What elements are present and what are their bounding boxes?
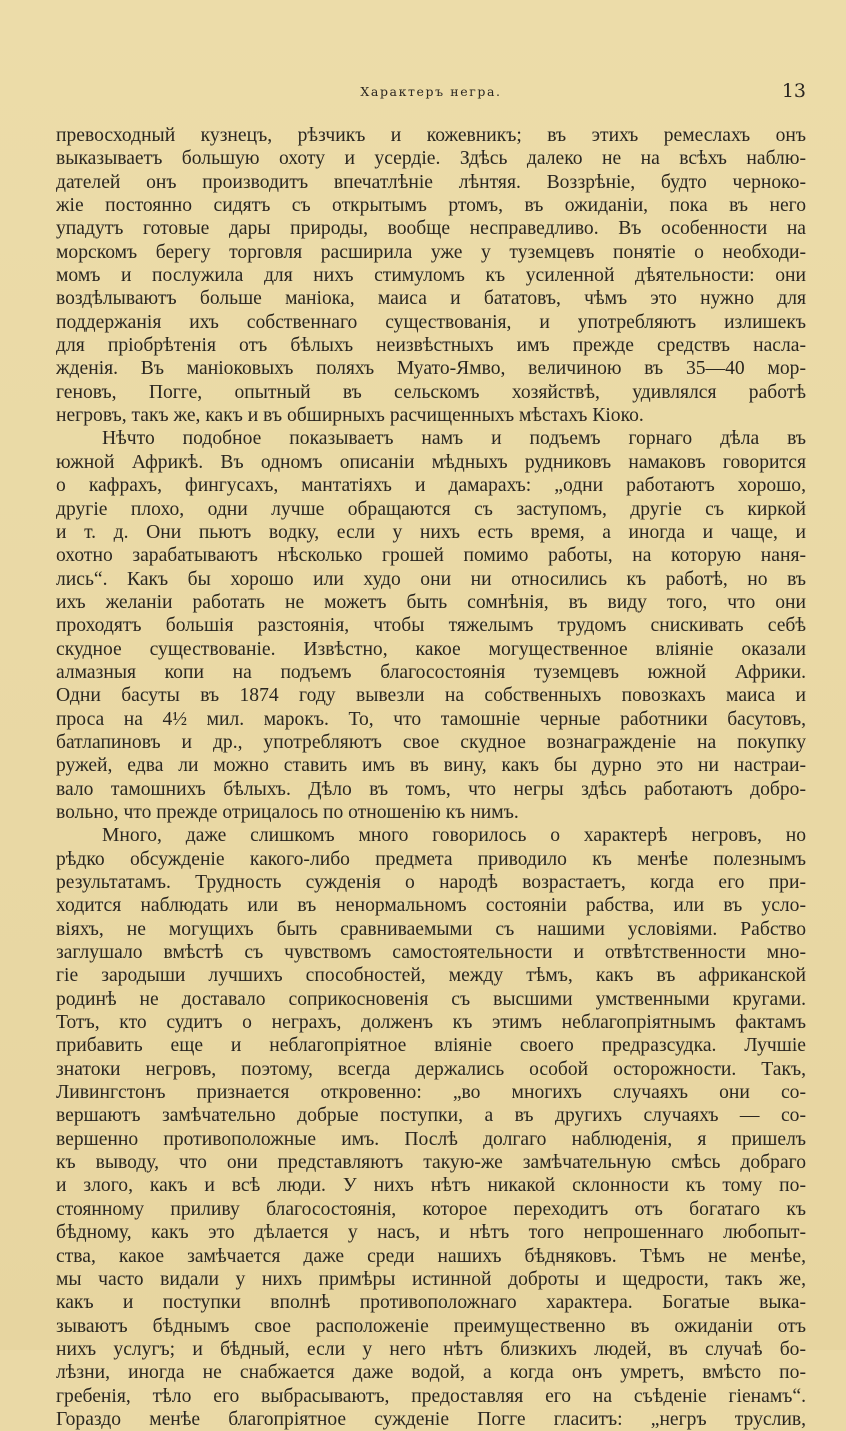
text-line: ихъ желаніи работать не можетъ быть сомнѣнія, въ виду того, что они (56, 591, 806, 613)
text-line: для пріобрѣтенія отъ бѣлыхъ неизвѣстныхъ имъ прежде средствъ насла- (56, 335, 806, 357)
text-line: гіе зародыши лучшихъ способностей, между тѣмъ, какъ въ африканской (56, 965, 806, 987)
text-line: и т. д. Они пьютъ водку, если у нихъ есть время, а иногда и чаще, и (56, 521, 806, 543)
text-line: вольно, что прежде отрицалось по отношенію къ нимъ. (56, 801, 519, 823)
text-line: о кафрахъ, фингусахъ, мантатіяхъ и дамарахъ: „одни работаютъ хорошо, (56, 475, 806, 497)
text-line: зываютъ бѣднымъ свое расположеніе преимущественно въ ожиданіи отъ (56, 1315, 806, 1337)
text-line: охотно зарабатываютъ нѣсколько грошей помимо работы, на которую наня- (56, 545, 806, 567)
text-line: ства, какое замѣчается даже среди нашихъ бѣдняковъ. Тѣмъ не менѣе, (56, 1245, 806, 1267)
text-line: какъ и поступки вполнѣ противоположнаго характера. Богатые выка- (56, 1292, 806, 1314)
text-line: геновъ, Погге, опытный въ сельскомъ хозяйствѣ, удивлялся работѣ (56, 381, 806, 403)
text-line: батлапиновъ и др., употребляютъ свое скудное вознагражденіе на покупку (56, 731, 806, 753)
running-head: Характеръ негра. (360, 84, 502, 99)
text-line: выказываетъ большую охоту и усердіе. Здѣсь далеко не на всѣхъ наблю- (56, 148, 806, 170)
text-line: прибавить еще и неблагопріятное вліяніе своего предразсудка. Лучшіе (56, 1035, 806, 1057)
text-line: ружей, едва ли можно ставить имъ въ вину, какъ бы дурно это ни настраи- (56, 755, 806, 777)
text-line: превосходный кузнецъ, рѣзчикъ и кожевникъ; въ этихъ ремеслахъ онъ (56, 125, 806, 146)
text-line: заглушало вмѣстѣ съ чувствомъ самостоятельности и отвѣтственности мно- (56, 942, 806, 964)
text-line: жіе постоянно сидятъ съ открытымъ ртомъ, въ ожиданіи, пока въ него (56, 195, 806, 217)
page-number: 13 (781, 80, 806, 102)
text-line: южной Африкѣ. Въ одномъ описаніи мѣдныхъ рудниковъ намаковъ говорится (56, 451, 806, 473)
text-line: рѣдко обсужденіе какого-либо предмета приводило къ менѣе полезнымъ (56, 848, 806, 870)
text-line: негровъ, такъ же, какъ и въ обширныхъ расчищенныхъ мѣстахъ Кіоко. (56, 405, 644, 427)
text-line: лись“. Какъ бы хорошо или худо они ни относились къ работѣ, но въ (56, 568, 806, 590)
text-line: віяхъ, не могущихъ быть сравниваемыми съ нашими условіями. Рабство (56, 918, 806, 940)
text-line: упадутъ готовые дары природы, вообще несправедливо. Въ особенности на (56, 218, 806, 240)
text-line: Одни басуты въ 1874 году вывезли на собственныхъ повозкахъ маиса и (56, 685, 806, 707)
text-line: мы часто видали у нихъ примѣры истинной доброты и щедрости, такъ же, (56, 1268, 806, 1290)
text-line: воздѣлываютъ больше маніока, маиса и бататовъ, чѣмъ это нужно для (56, 288, 806, 310)
text-line: другіе плохо, одни лучше обращаются съ заступомъ, другіе съ киркой (56, 498, 806, 520)
text-line: жденія. Въ маніоковыхъ поляхъ Муато-Ямво, величиною въ 35—40 мор- (56, 358, 806, 380)
text-line: проса на 4½ мил. марокъ. То, что тамошніе черные работники басутовъ, (56, 708, 806, 730)
text-line: нихъ услугъ; и бѣдный, если у него нѣтъ близкихъ людей, въ случаѣ бо- (56, 1338, 806, 1360)
text-line: къ выводу, что они представляютъ такую-же замѣчательную смѣсь добраго (56, 1152, 806, 1174)
text-line: вершаютъ замѣчательно добрые поступки, а въ другихъ случаяхъ — со- (56, 1105, 806, 1127)
text-line: алмазныя копи на подъемъ благосостоянія туземцевъ южной Африки. (56, 661, 806, 683)
text-line: Ливингстонъ признается откровенно: „во многихъ случаяхъ они со- (56, 1082, 806, 1104)
text-line: бѣдному, какъ это дѣлается у насъ, и нѣтъ того непрошеннаго любопыт- (56, 1222, 806, 1244)
text-line: ходится наблюдать или въ ненормальномъ состояніи рабства, или въ усло- (56, 895, 806, 917)
text-line: вершенно противоположные имъ. Послѣ долгаго наблюденія, я пришелъ (56, 1128, 806, 1150)
text-line: дателей онъ производитъ впечатлѣніе лѣнтяя. Воззрѣніе, будто черноко- (56, 171, 806, 193)
text-line: Тотъ, кто судитъ о неграхъ, долженъ къ этимъ неблагопріятнымъ фактамъ (56, 1012, 806, 1034)
text-line: момъ и послужила для нихъ стимуломъ къ усиленной дѣятельности: они (56, 265, 806, 287)
text-line: результатамъ. Трудность сужденія о народѣ возрастаетъ, когда его при- (56, 872, 806, 893)
text-line: проходятъ большія разстоянія, чтобы тяжелымъ трудомъ снискивать себѣ (56, 615, 806, 637)
text-line: стоянному приливу благосостоянія, которое переходитъ отъ богатаго къ (56, 1198, 806, 1220)
body-text (56, 124, 806, 1431)
text-line: Нѣчто подобное показываетъ намъ и подъемъ горнаго дѣла въ (102, 428, 806, 450)
text-line: поддержанія ихъ собственнаго существованія, и употребляютъ излишекъ (56, 311, 806, 333)
text-line: вало тамошнихъ бѣлыхъ. Дѣло въ томъ, что негры здѣсь работаютъ добро- (56, 778, 806, 800)
text-line: скудное существованіе. Извѣстно, какое могущественное вліяніе оказали (56, 638, 806, 660)
text-line: Гораздо менѣе благопріятное сужденіе Погге гласитъ: „негръ труслив, (56, 1408, 806, 1430)
text-line: знатоки негровъ, поэтому, всегда держались особой осторожности. Такъ, (56, 1058, 806, 1080)
text-line: и злого, какъ и всѣ люди. У нихъ нѣтъ никакой склонности къ тому по- (56, 1175, 806, 1197)
text-line: Много, даже слишкомъ много говорилось о характерѣ негровъ, но (102, 825, 806, 847)
text-line: гребенія, тѣло его выбрасываютъ, предоставляя его на съѣденіе гіенамъ“. (56, 1385, 806, 1407)
text-line: морскомъ берегу торговля расширила уже у туземцевъ понятіе о необходи- (56, 241, 806, 263)
page-header (56, 80, 806, 108)
text-line: родинѣ не доставало соприкосновенія съ высшими умственными кругами. (56, 988, 806, 1010)
text-line: лѣзни, иногда не снабжается даже водой, а когда онъ умретъ, вмѣсто по- (56, 1362, 806, 1384)
